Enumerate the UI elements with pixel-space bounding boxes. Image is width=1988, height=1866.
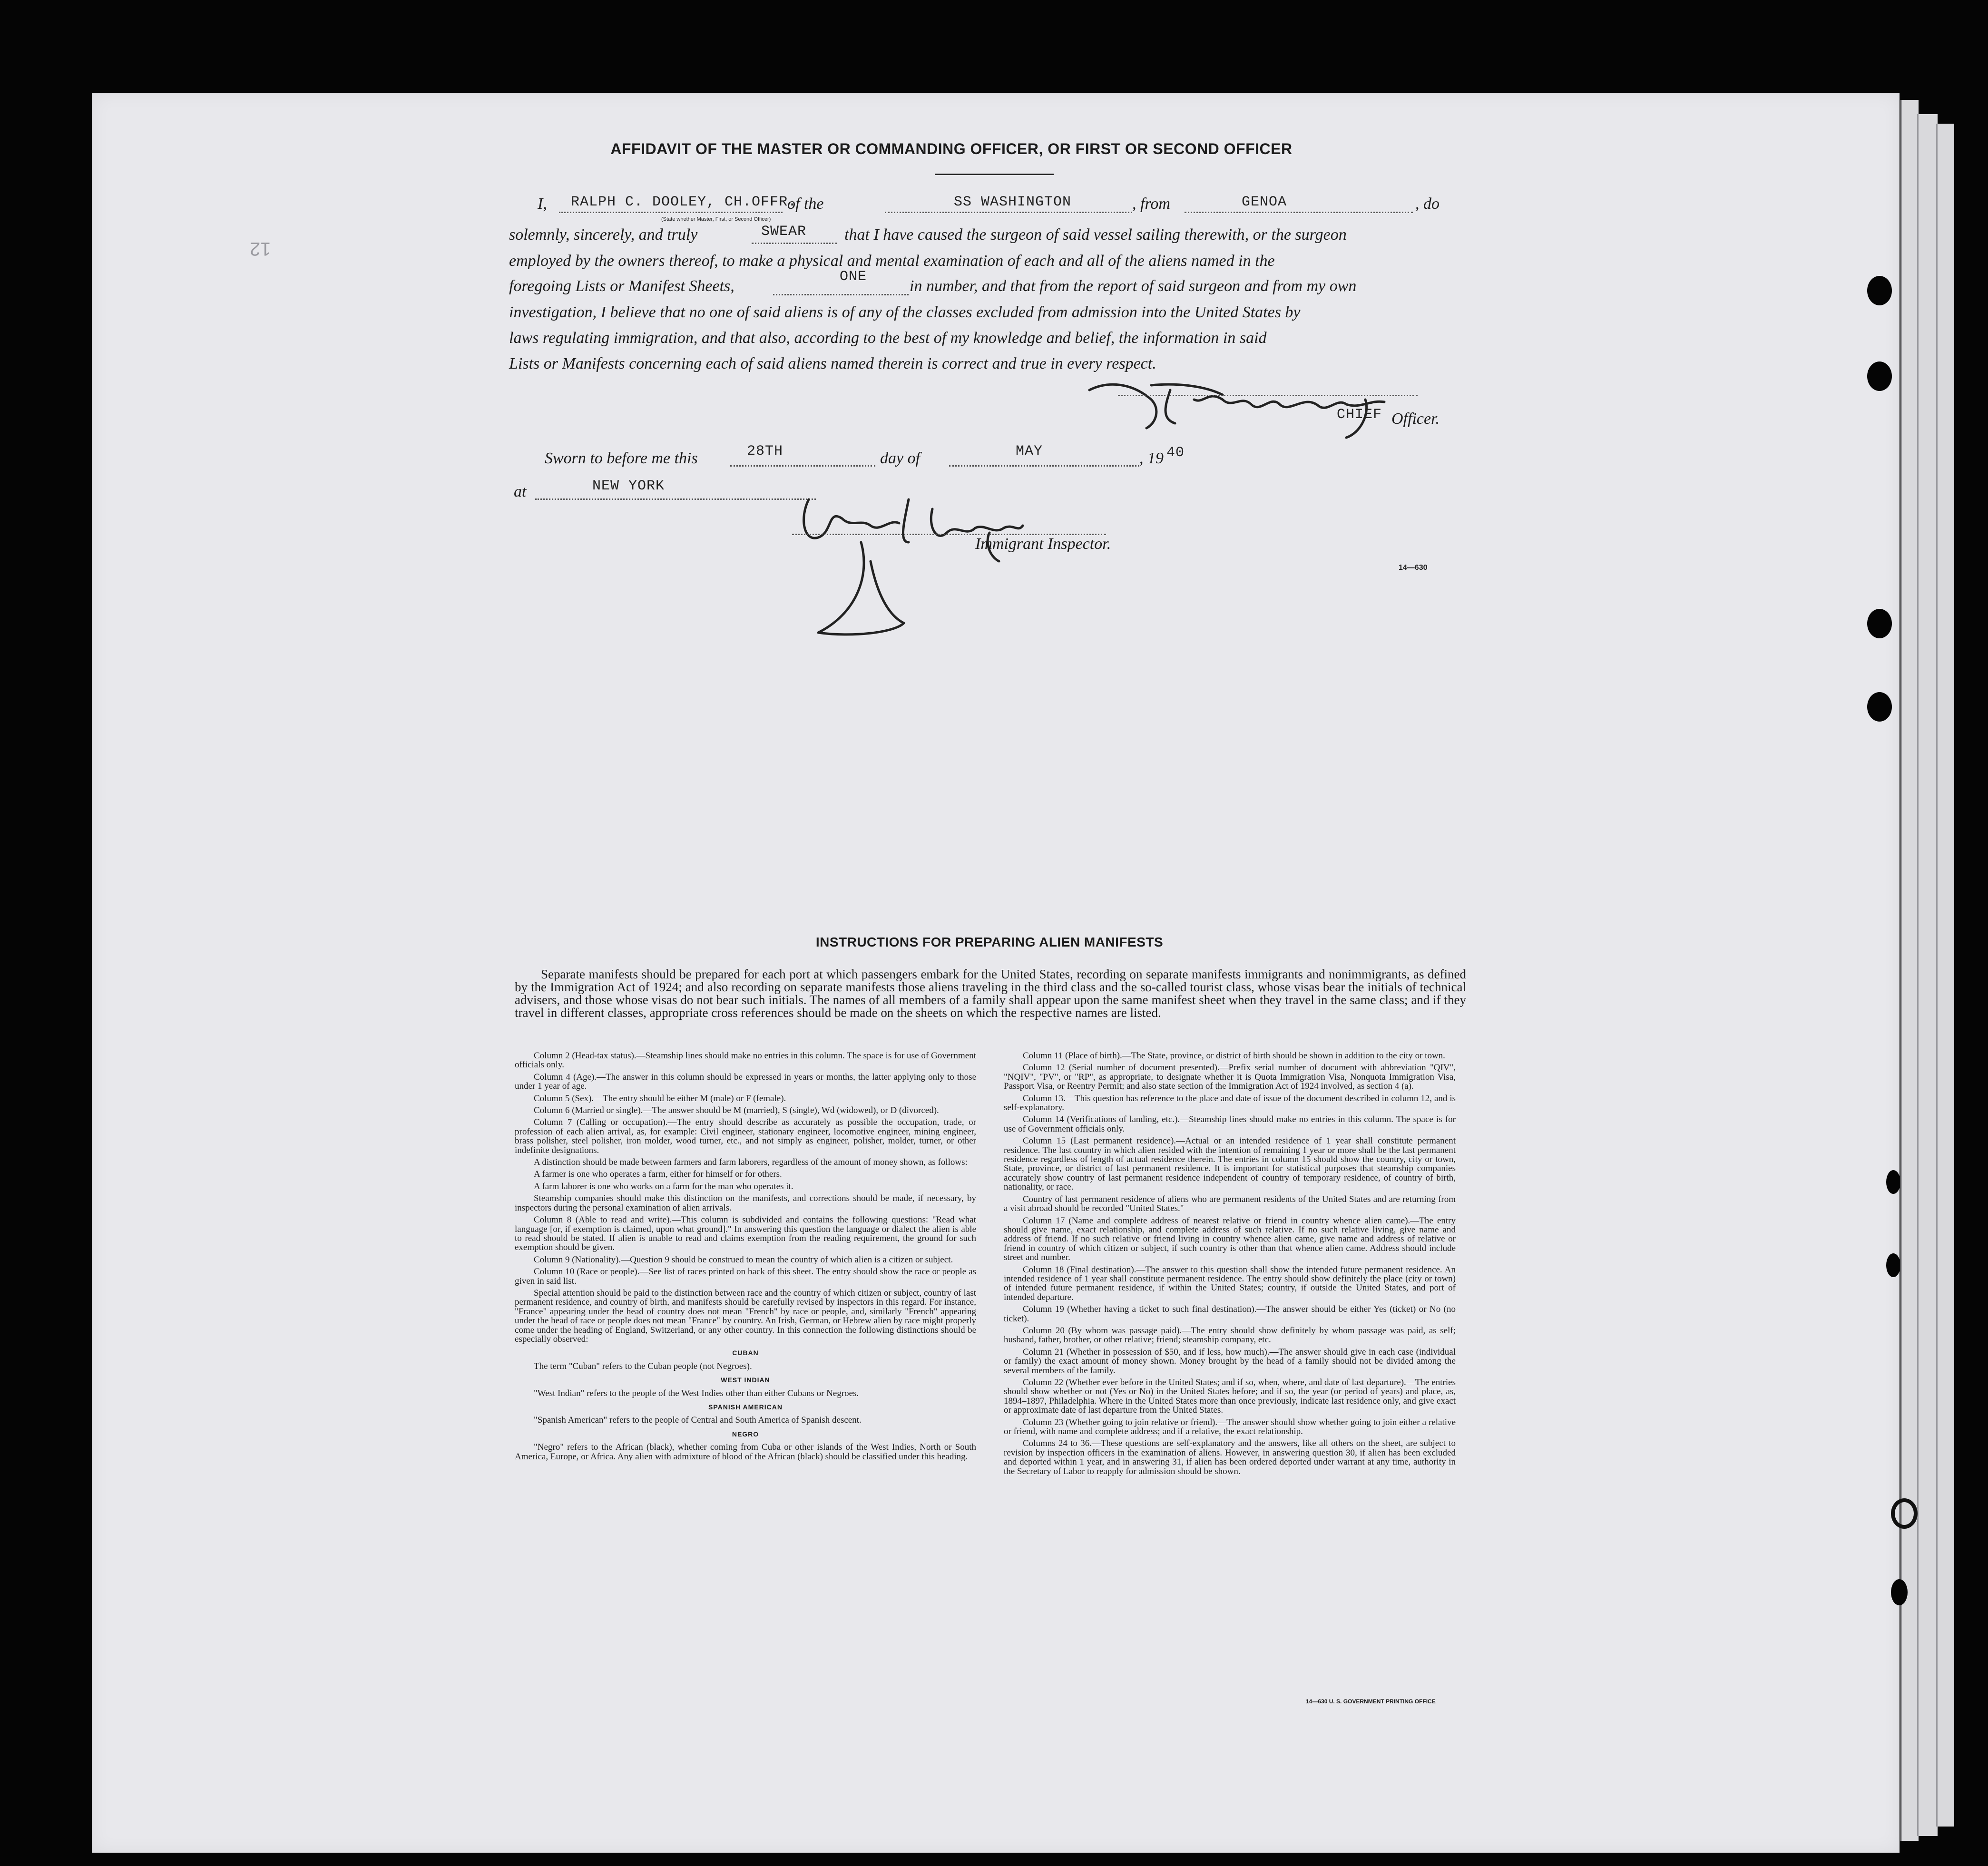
instruction-paragraph: Columns 24 to 36.—These questions are self-explanatory and the answers, like all others on the sheet, are subject to revision by inspection officers in the examination of aliens. However, in answering question 30, if alien has been excluded and deported within 1 year, and in answering 31, if alien has been ordered deported under warrant at any time, authority in the Secretary of Labor to reapply for admission should be shown.: [1004, 1438, 1456, 1476]
sworn-day: 28TH: [747, 443, 783, 459]
instructions-left-column: [515, 1051, 976, 1464]
officer-note: (State whether Master, First, or Second Officer): [661, 216, 771, 222]
instruction-paragraph: Column 19 (Whether having a ticket to such final destination).—The answer should be either Yes (ticket) or No (no ticket).: [1004, 1304, 1456, 1324]
instruction-paragraph: "Spanish American" refers to the people of Central and South America of Spanish descent.: [534, 1415, 862, 1426]
instruction-paragraph: Column 7 (Calling or occupation).—The entry should describe as accurately as possible the occupation, trade, or profession of each alien arrival, as, for example: Civil engineer, stationary engineer, locomotive engineer, mining engineer, brass polisher, steel polisher, iron molder, wood turner, etc., and not simply as engineer, polisher, molder, turner, or other indefinite designations.: [515, 1117, 976, 1155]
instruction-paragraph: Steamship companies should make this distinction on the manifests, and corrections should be made, if necessary, by inspectors during the personal examination of alien arrivals.: [515, 1193, 976, 1213]
vessel-line: [885, 212, 1132, 213]
affidavit-line4b: in number, and that from the report of said surgeon and from my own: [910, 277, 1357, 295]
sworn-place: NEW YORK: [592, 478, 665, 494]
heading-negro: NEGRO: [732, 1430, 759, 1438]
punch-hole: [1867, 692, 1892, 722]
affidavit-do: , do: [1415, 195, 1440, 213]
instruction-paragraph: Column 11 (Place of birth).—The State, province, or district of birth should be shown in addition to the city or town.: [1023, 1051, 1445, 1061]
punch-hole: [1891, 1579, 1908, 1605]
instruction-paragraph: Column 17 (Name and complete address of nearest relative or friend in country whence alien came).—The entry should give name, exact relationship, and complete address of such relative. If no such relative living, give name and address of friend. If no such relative or friend living in country whence alien came, give name and address of relative or friend in country of which citizen or subject, if such country is other than that whence alien came. Address should include street and number.: [1004, 1215, 1456, 1263]
sworn-year: 40: [1166, 445, 1185, 461]
instructions-right-column: [1004, 1051, 1456, 1479]
instructions-title: INSTRUCTIONS FOR PREPARING ALIEN MANIFESTS: [815, 935, 1164, 949]
affidavit-line2b: that I have caused the surgeon of said vessel sailing therewith, or the surgeon: [844, 226, 1347, 244]
officer-name: RALPH C. DOOLEY, CH.OFFR.: [571, 194, 797, 210]
punch-hole: [1867, 609, 1892, 638]
inspector-label: Immigrant Inspector.: [975, 535, 1111, 553]
instruction-paragraph: A farm laborer is one who works on a farm for the man who operates it.: [534, 1181, 793, 1192]
punch-hole: [1886, 1253, 1900, 1277]
port-line: [1185, 212, 1413, 213]
day-of: day of: [880, 449, 921, 467]
port-name: GENOA: [1242, 194, 1287, 210]
instruction-paragraph: Column 10 (Race or people).—See list of races printed on back of this sheet. The entry should show the race or people as given in said list.: [515, 1267, 976, 1286]
instruction-paragraph: Column 22 (Whether ever before in the United States; and if so, when, where, and date of last departure).—The entries should show whether or not (Yes or No) in the United States before; and if so, the year (or period of years) and place, as, 1894–1897, Philadelphia. Where in the United States more than once previously, indicate last residence only, and give exact or approximate date of last departure from the United States.: [1004, 1378, 1456, 1416]
instruction-paragraph: Column 2 (Head-tax status).—Steamship lines should make no entries in this column. The space is for use of Government officials only.: [515, 1051, 976, 1070]
heading-cuban: CUBAN: [732, 1349, 759, 1357]
instruction-paragraph: Column 15 (Last permanent residence).—Actual or an intended residence of 1 year shall constitute permanent residence. The last country in which alien resided with the intention of remaining 1 year or more shall be the last permanent residence regardless of length of actual residence therein. The entries in column 15 should show the country, city or town, State, province, or district of last permanent residence. It is important for statistical purposes that steamship companies accurately show country of last permanent residence independent of country of temporary residence, of country of birth, nationality, or race.: [1004, 1136, 1456, 1192]
affidavit-line4a: foregoing Lists or Manifest Sheets,: [509, 277, 734, 295]
instruction-paragraph: Column 5 (Sex).—The entry should be either M (male) or F (female).: [534, 1093, 786, 1104]
instruction-paragraph: Column 21 (Whether in possession of $50, and if less, how much).—The answer should give in each case (individual or family) the exact amount of money shown. Money brought by the head of a family should not be divided among the several members of the family.: [1004, 1347, 1456, 1376]
instruction-paragraph: A farmer is one who operates a farm, either for himself or for others.: [534, 1169, 782, 1180]
instruction-paragraph: A distinction should be made between farmers and farm laborers, regardless of the amount of money shown, as follows:: [534, 1157, 968, 1168]
affidavit-line3: employed by the owners thereof, to make a physical and mental examination of each and all of the aliens named in the: [509, 252, 1275, 270]
instruction-paragraph: Special attention should be paid to the distinction between race and the country of which citizen or subject, country of last permanent residence, and country of birth, and manifests should be carefully revised by inspectors in this regard. For instance, "France" appearing under the head of country does not mean "French" by race or people, and, similarly "French" appearing under the head of race or people does not mean "France" by country. An Irish, German, or Hebrew alien by race might properly come under the heading of England, Switzerland, or any other country. In this connection the following distinctions should be especially observed:: [515, 1288, 976, 1344]
instruction-paragraph: Column 23 (Whether going to join relative or friend).—The answer should show whether going to join either a relative or friend, with name and complete address; and if a relative, the exact relationship.: [1004, 1417, 1456, 1437]
punch-hole: [1886, 1170, 1900, 1194]
affidavit-line2a: solemnly, sincerely, and truly: [509, 226, 698, 244]
sheet-count-line: [773, 294, 909, 295]
instruction-paragraph: The term "Cuban" refers to the Cuban people (not Negroes).: [534, 1361, 752, 1371]
affidavit-line7: Lists or Manifests concerning each of said aliens named therein is correct and true in every respect.: [509, 355, 1156, 372]
instruction-paragraph: Column 20 (By whom was passage paid).—The entry should show definitely by whom passage was paid, as self; husband, father, brother, or other relative; friend; steamship company, etc.: [1004, 1325, 1456, 1345]
at-label: at: [514, 483, 527, 500]
instruction-paragraph: Column 14 (Verifications of landing, etc.).—Steamship lines should make no entries in this column. The space is for use of Government officials only.: [1004, 1114, 1456, 1134]
instruction-paragraph: "Negro" refers to the African (black), whether coming from Cuba or other islands of the West Indies, North or South America, Europe, or Africa. Any alien with admixture of blood of the African (black) should be classified under this heading.: [515, 1442, 976, 1462]
month-line: [949, 465, 1139, 467]
instruction-paragraph: Column 12 (Serial number of document presented).—Prefix serial number of document with abbreviation "QIV", "NQIV", "PV", or "RP", as appropriate, to designate whether it is Quota Immigration Visa, Nonquota Immigration Visa, Passport Visa, or Reentry Permit; and also state section of the Immigration Act of 1924 involved, as section 4 (a).: [1004, 1063, 1456, 1092]
affidavit-of-the: of the: [787, 195, 824, 213]
year-prefix: , 19: [1139, 449, 1164, 467]
day-line: [730, 465, 875, 467]
punch-hole: [1867, 276, 1892, 305]
officer-suffix: Officer.: [1391, 410, 1440, 428]
sworn-before: Sworn to before me this: [545, 449, 698, 467]
instruction-paragraph: Column 8 (Able to read and write).—This column is subdivided and contains the following questions: "Read what language [or, if exemption is claimed, upon what ground]." In answering this question the language or dialect the alien is able to read should be stated. If alien is unable to read and claims exemption from the reading requirement, the ground for such exemption should be given.: [515, 1215, 976, 1253]
officer-rank: CHIEF: [1337, 407, 1382, 423]
heading-spanish-american: SPANISH AMERICAN: [708, 1403, 783, 1411]
place-line: [535, 498, 816, 500]
officer-signature-line: [1118, 395, 1418, 396]
punch-hole: [1891, 1498, 1918, 1529]
page-edge: [1936, 124, 1954, 1827]
page-edge: [1917, 114, 1938, 1836]
printing-office-footer: 14—630 U. S. GOVERNMENT PRINTING OFFICE: [1306, 1698, 1436, 1705]
sheet-count: ONE: [840, 269, 867, 285]
instruction-paragraph: Column 9 (Nationality).—Question 9 should be construed to mean the country of which alien is a citizen or subject.: [534, 1254, 953, 1265]
page-edge: [1900, 100, 1919, 1841]
affidavit-line6: laws regulating immigration, and that also, according to the best of my knowledge and belief, the information in said: [509, 329, 1267, 347]
title-rule: [935, 174, 1054, 175]
oath-word: SWEAR: [761, 224, 807, 240]
instruction-paragraph: Country of last permanent residence of aliens who are permanent residents of the United States and are returning from a visit abroad should be recorded "United States.": [1004, 1194, 1456, 1214]
instructions-intro: Separate manifests should be prepared for each port at which passengers embark for the United States, recording on separate manifests immigrants and nonimmigrants, as defined by the Immigration Act of 1924; and also recording on separate manifests those aliens traveling in the third class and the so-called tourist class, whose visas bear the initials of technical advisers, and those whose visas do not bear such initials. The names of all members of a family shall appear upon the same manifest sheet when they travel in the same class; and if they travel in different classes, appropriate cross references should be made on the sheets on which the respective names are listed.: [515, 967, 1466, 1020]
margin-number: 12: [250, 238, 271, 259]
instruction-paragraph: Column 4 (Age).—The answer in this column should be expressed in years or months, the latter applying only to those under 1 year of age.: [515, 1072, 976, 1092]
vessel-name: SS WASHINGTON: [954, 194, 1072, 210]
affidavit-title: AFFIDAVIT OF THE MASTER OR COMMANDING OFFICER, OR FIRST OR SECOND OFFICER: [610, 140, 1293, 157]
form-number: 14—630: [1399, 564, 1428, 572]
instruction-paragraph: Column 18 (Final destination).—The answer to this question shall show the intended future permanent residence. An intended residence of 1 year shall constitute permanent residence. The entry should show definitely the place (city or town) of intended future permanent residence, if within the United States; country, if outside the United States, and port of intended departure.: [1004, 1264, 1456, 1302]
heading-west-indian: WEST INDIAN: [721, 1376, 770, 1384]
inspector-signature: [790, 490, 1056, 652]
instruction-paragraph: Column 6 (Married or single).—The answer should be M (married), S (single), Wd (widowed), or D (divorced).: [534, 1105, 939, 1116]
instruction-paragraph: Column 13.—This question has reference to the place and date of issue of the document described in column 12, and is self-explanatory.: [1004, 1093, 1456, 1113]
punch-hole: [1867, 361, 1892, 391]
affidavit-i: I,: [538, 195, 547, 213]
sworn-month: MAY: [1016, 443, 1043, 459]
oath-line: [752, 243, 837, 244]
officer-name-line: [559, 212, 783, 213]
affidavit-from: , from: [1132, 195, 1170, 213]
instruction-paragraph: "West Indian" refers to the people of the West Indies other than either Cubans or Negroes.: [534, 1388, 859, 1398]
affidavit-line5: investigation, I believe that no one of said aliens is of any of the classes excluded from admission into the United States by: [509, 303, 1301, 321]
